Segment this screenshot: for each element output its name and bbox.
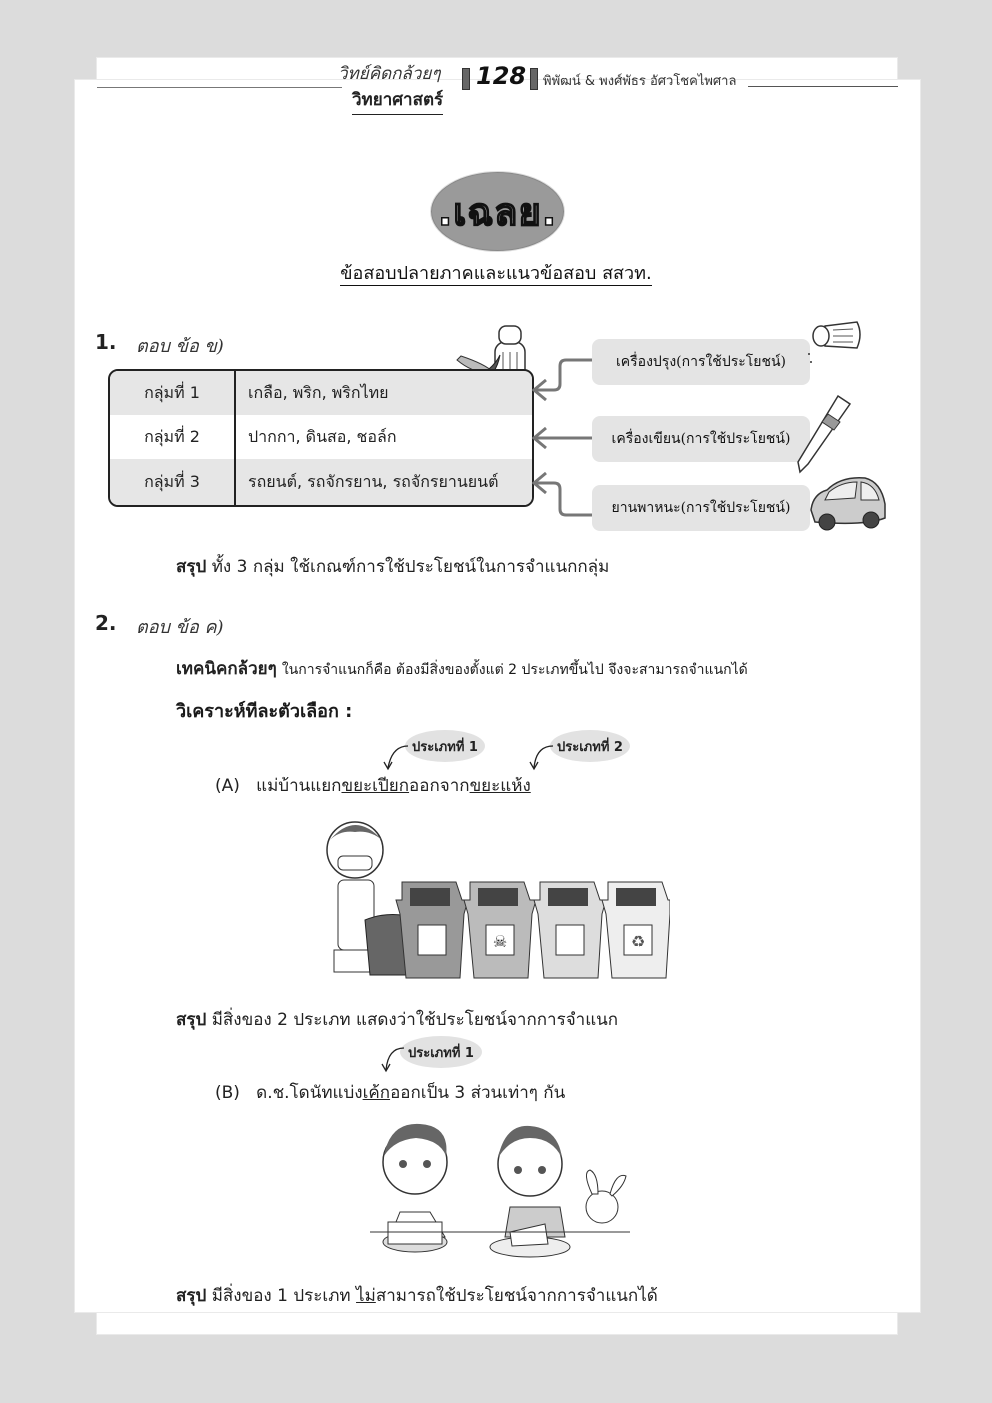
subtitle-text: ข้อสอบปลายภาคและแนวข้อสอบ สสวท. [340,263,652,284]
tip-text: ในการจำแนกก็คือ ต้องมีสิ่งของตั้งแต่ 2 ประเภทขึ้นไป จึงจะสามารถจำแนกได้ [281,662,748,678]
header-bar-icon [462,68,470,90]
option-a-text: แม่บ้านแยก [256,776,342,796]
summary-negation: ไม่ [356,1286,376,1306]
option-b-text: ด.ช.โดนัทแบ่ง [256,1083,363,1103]
table-row [110,371,532,415]
authors: พิพัฒน์ & พงศ์พัธร อัศวโชคไพศาล [543,74,737,89]
summary-pre: มีสิ่งของ 1 ประเภท [211,1286,351,1306]
subject-title: วิทยาศาสตร์ [352,86,443,115]
type-1-bubble: ประเภทที่ 1 [400,1036,482,1068]
cake: เค้ก [362,1083,391,1103]
pointer-arrow-icon [376,1044,416,1078]
option-b-marker: (B) [215,1083,240,1103]
header-rule-left [97,87,342,88]
option-b-summary [176,1282,658,1309]
summary-label: สรุป [176,1010,207,1030]
label-seasoning: เครื่องปรุง(การใช้ประโยชน์) [592,339,810,385]
summary-text: มีสิ่งของ 2 ประเภท แสดงว่าใช้ประโยชน์จากการจำแนก [211,1010,619,1030]
header-bar-icon [530,68,538,90]
group-items: รถยนต์, รถจักรยาน, รถจักรยานยนต์ [248,471,499,491]
wet-waste: ขยะเปียก [341,776,410,796]
analysis-heading: วิเคราะห์ทีละตัวเลือก : [176,701,353,722]
maid-waste-bins-illustration [320,810,670,985]
option-a-marker: (A) [215,776,240,796]
summary-label: สรุป [176,1286,207,1306]
option-a [215,772,531,799]
tip-label: เทคนิคกล้วยๆ [176,659,277,679]
summary-text: ทั้ง 3 กลุ่ม ใช้เกณฑ์การใช้ประโยชน์ในการจำแนกกลุ่ม [211,557,610,577]
question-1-number: 1. [95,330,117,354]
salt-shaker-icon [805,318,865,368]
svg-text:☠: ☠ [492,932,508,951]
table-row [110,459,532,505]
table-divider [234,371,236,505]
answer-key-logo [430,171,565,252]
label-vehicle: ยานพาหนะ(การใช้ประโยชน์) [592,485,810,531]
subtitle [0,258,992,287]
type-1-bubble: ประเภทที่ 1 [405,730,485,762]
question-2-number: 2. [95,611,117,635]
group-name: กลุ่มที่ 3 [144,471,200,491]
summary-label: สรุป [176,557,207,577]
q2-tip [176,655,748,682]
table-row [110,415,532,459]
pen-icon [790,392,855,477]
pointer-arrows-icon [378,740,638,775]
option-a-text-mid: ออกจาก [409,776,470,796]
logo-text: .เฉลย. [437,190,558,234]
group-name: กลุ่มที่ 1 [144,382,200,402]
groups-table [108,369,534,507]
type-2-bubble: ประเภทที่ 2 [550,730,630,762]
option-b [215,1079,565,1106]
question-2-answer: ตอบ ข้อ ค) [136,617,224,638]
summary-post: สามารถใช้ประโยชน์จากการจำแนกได้ [375,1286,658,1306]
q1-summary [176,553,609,580]
dry-waste: ขยะแห้ง [469,776,531,796]
svg-text:♻: ♻ [630,932,646,951]
car-icon [805,470,890,535]
label-stationery: เครื่องเขียน(การใช้ประโยชน์) [592,416,810,462]
group-name: กลุ่มที่ 2 [144,426,200,446]
question-1-answer: ตอบ ข้อ ข) [136,336,224,357]
option-b-text-post: ออกเป็น 3 ส่วนเท่าๆ กัน [390,1083,566,1103]
group-items: ปากกา, ดินสอ, ชอล์ก [248,426,397,446]
series-title: วิทย์คิดกล้วยๆ [338,64,441,84]
header-rule-right [748,86,898,87]
group-items: เกลือ, พริก, พริกไทย [248,382,389,402]
arrows-icon [528,350,598,520]
page-number: 128 [476,62,527,90]
kids-cake-illustration [370,1112,630,1262]
option-a-summary [176,1006,618,1033]
